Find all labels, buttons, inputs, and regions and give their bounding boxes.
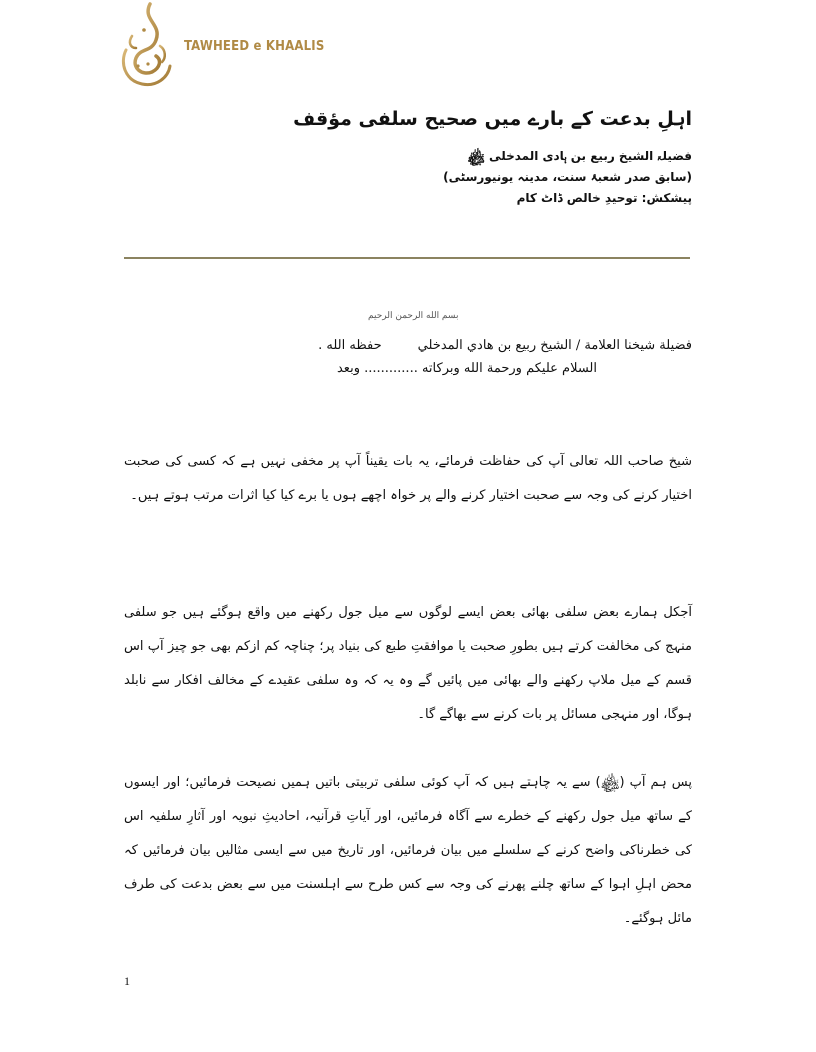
body-paragraph: شیخ صاحب اللہ تعالی آپ کی حفاظت فرمائے، یہ بات یقیناً آپ پر مخفی نہیں ہے کہ کسی کی صحبت اختیار کرنے کی وجہ سے صحبت اختیار کرنے والے پر خواہ اچھے ہوں یا برے کیا کیا اثرات مرتب ہوتے ہیں۔ [124,454,692,503]
author-role-line: (سابق صدر شعبۂ سنت، مدینہ یونیورسٹی) [443,170,692,184]
addressee-text: فضيلة شيخنا العلامة / الشيخ ربيع بن هادي المدخلي [417,338,692,353]
arabic-letter-opening [172,334,692,380]
addressee-line [172,334,692,357]
body-paragraph: پس ہم آپ (﷾) سے یہ چاہتے ہیں کہ آپ کوئی سلفی تربیتی باتیں ہمیں نصیحت فرمائیں؛ اور ایسوں کے ساتھ میل جول رکھنے کے خطرے سے آگاہ فرمائیں، اور آیاتِ قرآنیہ، احادیثِ نبویہ اور آثارِ سلفیہ اس کی خطرناکی واضح کرنے کے سلسلے میں بیان فرمائیں، اور تاریخ میں سے ایسی مثالیں بیان فرمائیں کہ محض اہلِ اہوا کے ساتھ چلنے پھرنے کی وجہ سے کس طرح سے اہلسنت میں سے بعض بدعت کی طرف مائل ہوگئے۔ [124,775,692,926]
site-logo [112,2,324,90]
document-title: اہلِ بدعت کے بارے میں صحیح سلفی مؤقف [293,108,692,130]
page-number: 1 [124,974,130,988]
addressee-suffix: حفظه الله . [318,338,382,353]
basmala: بسم الله الرحمن الرحيم [368,311,459,321]
greeting-line: السلام عليكم ورحمة الله وبركاته ............. وبعد [336,361,598,376]
body-paragraph: آجکل ہمارے بعض سلفی بھائی بعض ایسے لوگوں سے میل جول رکھنے میں واقع ہوگئے ہیں جو سلفی منہج کی مخالفت کرتے ہیں بطورِ صحبت یا موافقتِ طبع کی بنیاد پر؛ چناچہ کم ازکم بھی جو چیز آپ اس قسم کے میل ملاپ رکھنے والے بھائی میں پائیں گے وہ یہ کہ وہ سلفی عقیدے کے مخالف افکار سے نابلد ہوگا، اور منہجی مسائل پر بات کرنے سے بھاگے گا۔ [124,605,692,722]
presented-by-line: پیشکش: توحیدِ خالص ڈاٹ کام [516,191,692,205]
logo-wordmark: TAWHEED e KHAALIS [184,38,325,54]
header-divider [124,257,690,259]
calligraphy-logo-icon [112,2,176,90]
author-line: فضیلۃ الشیخ ربیع بن ہادی المدخلی ﷾ [467,149,692,163]
title-block [272,108,692,209]
